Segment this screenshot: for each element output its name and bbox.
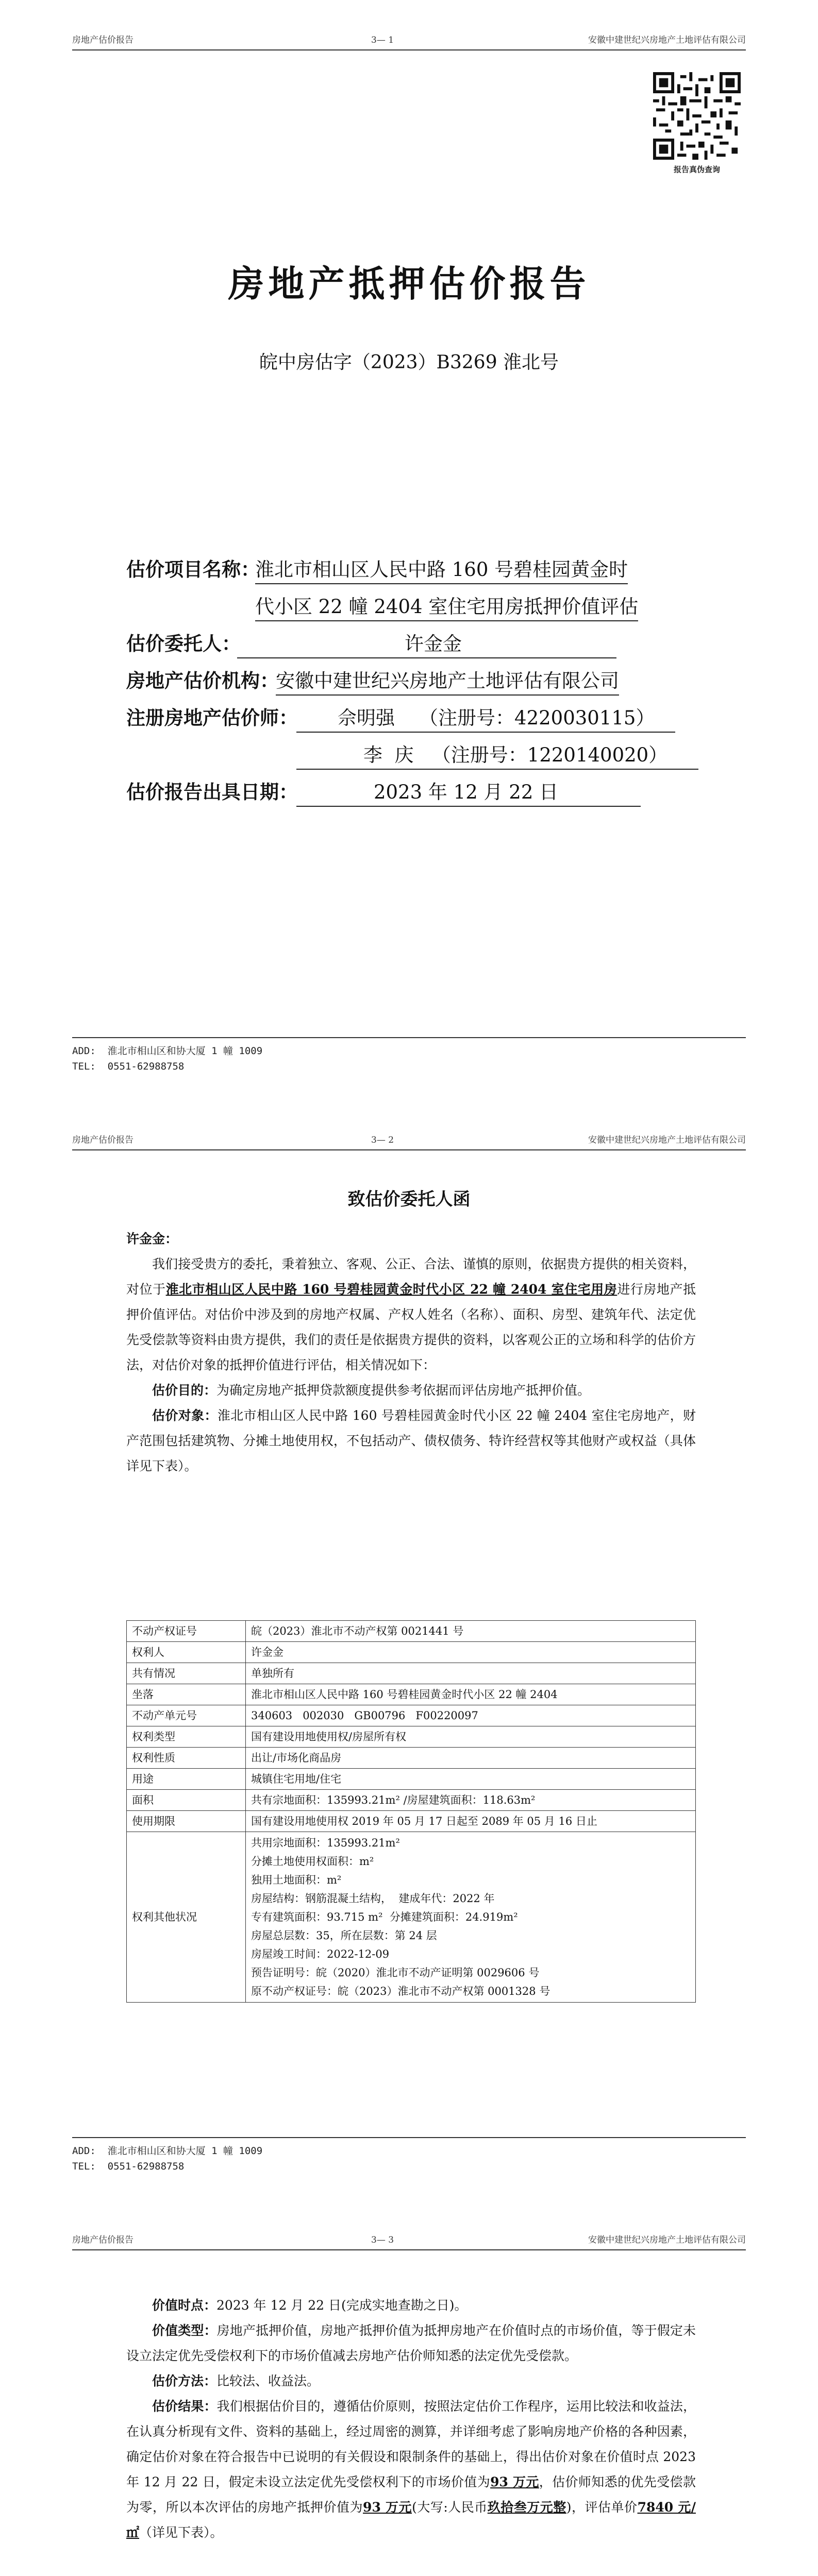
qr-caption: 报告真伪查询 (673, 165, 720, 174)
cell-label: 权利其他状况 (127, 1832, 246, 2003)
appraiser-2: 李 庆 （注册号：1220140020） (296, 739, 698, 770)
status-line: 房屋竣工时间：2022-12-09 (251, 1948, 390, 1960)
status-line: 房屋结构：钢筋混凝土结构， 建成年代：2022 年 (251, 1892, 495, 1905)
cell-value: 340603 002030 GB00796 F00220097 (246, 1705, 696, 1726)
page-header (72, 2231, 746, 2250)
object-label: 估价对象： (152, 1408, 218, 1423)
footer-address: ADD: 淮北市相山区和协大厦 1 幢 1009 (72, 2145, 263, 2157)
table-row (127, 1769, 696, 1790)
client-label: 估价委托人： (126, 632, 241, 655)
letter-body (126, 1226, 696, 1479)
page-result (0, 2200, 818, 2576)
status-line: 房屋总层数：35，所在层数：第 24 层 (251, 1929, 437, 1942)
cell-label: 共有情况 (127, 1663, 246, 1684)
date-label: 估价报告出具日期： (126, 781, 298, 803)
status-line: 共用宗地面积：135993.21m² (251, 1837, 400, 1849)
report-number: 皖中房估字（2023）B3269 淮北号 (259, 352, 559, 373)
table-row (127, 1748, 696, 1769)
value-date-label: 价值时点： (152, 2298, 217, 2313)
letter-salutation: 许金金： (126, 1231, 178, 1246)
table-row (127, 1790, 696, 1811)
report-date: 2023 年 12 月 22 日 (296, 776, 641, 807)
date-row (126, 776, 704, 814)
value-date-para (126, 2293, 696, 2318)
footer-tel: TEL: 0551-62988758 (72, 2161, 185, 2172)
header-title: 房地产估价报告 (72, 1135, 133, 1145)
table-row (127, 1832, 696, 2003)
cell-value: 城镇住宅用地/住宅 (246, 1769, 696, 1790)
project-row (126, 554, 704, 591)
footer-address: ADD: 淮北市相山区和协大厦 1 幢 1009 (72, 1045, 263, 1057)
cell-value: 许金金 (246, 1642, 696, 1663)
cell-label: 坐落 (127, 1684, 246, 1705)
footer-tel: TEL: 0551-62988758 (72, 1061, 185, 1072)
status-line: 原不动产权证号：皖（2023）淮北市不动产权第 0001328 号 (251, 1985, 550, 1997)
value-in-words: 玖拾叁万元整 (487, 2500, 566, 2515)
cell-label: 权利性质 (127, 1748, 246, 1769)
project-line-2: 代小区 22 幢 2404 室住宅用房抵押价值评估 (255, 591, 638, 621)
cover-info (126, 554, 704, 814)
table-row (127, 1726, 696, 1748)
cell-value: 国有建设用地使用权 2019 年 05 月 17 日起至 2089 年 05 月 16 日止 (246, 1811, 696, 1832)
object-text: 淮北市相山区人民中路 160 号碧桂园黄金时代小区 22 幢 2404 室住宅房地产，财产范围包括建筑物、分摊土地使用权，不包括动产、债权债务、特许经营权等其他财产或权益（具体详见下表）。 (126, 1408, 696, 1473)
client-row (126, 628, 704, 665)
cell-label: 使用期限 (127, 1811, 246, 1832)
appraiser-row (126, 702, 704, 739)
method-para (126, 2368, 696, 2394)
result-text: 我们根据估价目的，遵循估价原则，按照法定估价工作程序，运用比较法和收益法，在认真分析现有文件、资料的基础上，经过周密的测算，并详细考虑了影响房地产价格的各种因素，确定估价对象在符合报告中已说明的有关假设和限制条件的基础上，得出估价对象在价值时点 2023 年 12 月 22 日，假定未设立法定优先受偿权利下的市场价值为 (126, 2399, 696, 2489)
result-body (126, 2293, 696, 2545)
para-text: 我们接受贵方的委托，秉着独立、客观、公正、合法、谨慎的原则，依据贵方提供的相关资料，对位于 (126, 1257, 696, 1297)
value-type-para (126, 2318, 696, 2368)
cell-value: 共有宗地面积：135993.21m² /房屋建筑面积：118.63m² (246, 1790, 696, 1811)
value-date-text: 2023 年 12 月 22 日(完成实地查勘之日)。 (216, 2298, 468, 2313)
purpose-label: 估价目的： (152, 1383, 217, 1398)
table-row (127, 1684, 696, 1705)
result-text: （详见下表）。 (139, 2525, 223, 2540)
header-company: 安徽中建世纪兴房地产土地评估有限公司 (588, 35, 746, 45)
project-row-2 (126, 591, 704, 628)
method-text: 比较法、收益法。 (216, 2374, 320, 2388)
report-title: 房地产抵押估价报告 (228, 262, 590, 305)
page-cover (0, 0, 818, 1100)
table-row (127, 1705, 696, 1726)
value-type-text: 房地产抵押价值，房地产抵押价值为抵押房地产在价值时点的市场价值，等于假定未设立法定优先受偿权利下的市场价值减去房地产估价师知悉的法定优先受偿款。 (126, 2323, 696, 2363)
status-line: 专有建筑面积：93.715 m² 分摊建筑面积：24.919m² (251, 1911, 518, 1923)
cell-value: 国有建设用地使用权/房屋所有权 (246, 1726, 696, 1748)
header-page-number: 3— 3 (371, 2235, 394, 2245)
result-para (126, 2394, 696, 2545)
appraiser-row-2 (126, 739, 704, 776)
qr-code[interactable] (648, 72, 746, 175)
project-line-1: 淮北市相山区人民中路 160 号碧桂园黄金时 (255, 554, 628, 584)
page-header (72, 1131, 746, 1150)
object-para (126, 1403, 696, 1479)
cell-label: 面积 (127, 1790, 246, 1811)
appraiser-label: 注册房地产估价师： (126, 706, 298, 729)
cell-label: 不动产权证号 (127, 1621, 246, 1642)
market-value: 93 万元 (490, 2475, 539, 2489)
page-letter (0, 1100, 818, 2200)
cell-value: 皖（2023）淮北市不动产权第 0021441 号 (246, 1621, 696, 1642)
unit-price: 7840 元/㎡ (126, 2500, 696, 2540)
mortgage-value: 93 万元 (363, 2500, 412, 2515)
property-address: 淮北市相山区人民中路 160 号碧桂园黄金时代小区 22 幢 2404 室住宅用房 (165, 1282, 617, 1297)
cell-value: 出让/市场化商品房 (246, 1748, 696, 1769)
client-value: 许金金 (237, 628, 616, 658)
status-line: 独用土地面积：m² (251, 1874, 342, 1886)
result-text: ，估价师知悉的优先受偿款为零，所以本次评估的房地产抵押价值为 (126, 2475, 696, 2515)
header-company: 安徽中建世纪兴房地产土地评估有限公司 (588, 1135, 746, 1145)
project-label: 估价项目名称： (126, 558, 260, 581)
letter-para-1 (126, 1251, 696, 1378)
table-row (127, 1621, 696, 1642)
cell-value: 单独所有 (246, 1663, 696, 1684)
purpose-text: 为确定房地产抵押贷款额度提供参考依据而评估房地产抵押价值。 (216, 1383, 591, 1398)
header-page-number: 3— 2 (371, 1135, 394, 1145)
agency-row (126, 665, 704, 702)
page-footer (72, 2137, 746, 2174)
agency-value: 安徽中建世纪兴房地产土地评估有限公司 (276, 665, 619, 696)
property-table (126, 1620, 696, 2003)
qr-code-icon (653, 72, 741, 160)
agency-label: 房地产估价机构： (126, 669, 279, 692)
result-label: 估价结果： (152, 2399, 217, 2414)
table-row (127, 1663, 696, 1684)
table-row (127, 1642, 696, 1663)
header-page-number: 3— 1 (371, 35, 394, 45)
purpose-para (126, 1378, 696, 1403)
value-type-label: 价值类型： (152, 2323, 217, 2338)
status-line: 预告证明号：皖（2020）淮北市不动产证明第 0029606 号 (251, 1967, 540, 1979)
other-status-cell (246, 1832, 696, 2003)
cell-label: 权利类型 (127, 1726, 246, 1748)
method-label: 估价方法： (152, 2374, 217, 2388)
table-row (127, 1811, 696, 1832)
cell-value: 淮北市相山区人民中路 160 号碧桂园黄金时代小区 22 幢 2404 (246, 1684, 696, 1705)
header-title: 房地产估价报告 (72, 2235, 133, 2245)
cell-label: 权利人 (127, 1642, 246, 1663)
appraiser-1: 佘明强 （注册号：4220030115） (296, 702, 675, 733)
result-text: (大写:人民币 (412, 2500, 488, 2515)
result-text: )，评估单价 (566, 2500, 638, 2515)
page-footer (72, 1037, 746, 1074)
page-header (72, 31, 746, 50)
status-line: 分摊土地使用权面积：m² (251, 1855, 374, 1868)
letter-title: 致估价委托人函 (347, 1189, 471, 1210)
header-title: 房地产估价报告 (72, 35, 133, 45)
cell-label: 用途 (127, 1769, 246, 1790)
para-text: 进行房地产抵押价值评估。对估价中涉及到的房地产权属、产权人姓名（名称）、面积、房型、建筑年代、法定优先受偿款等资料由贵方提供，我们的责任是依据贵方提供的资料，以客观公正的立场和科学的估价方法，对估价对象的抵押价值进行评估，相关情况如下： (126, 1282, 696, 1372)
header-company: 安徽中建世纪兴房地产土地评估有限公司 (588, 2235, 746, 2245)
cell-label: 不动产单元号 (127, 1705, 246, 1726)
